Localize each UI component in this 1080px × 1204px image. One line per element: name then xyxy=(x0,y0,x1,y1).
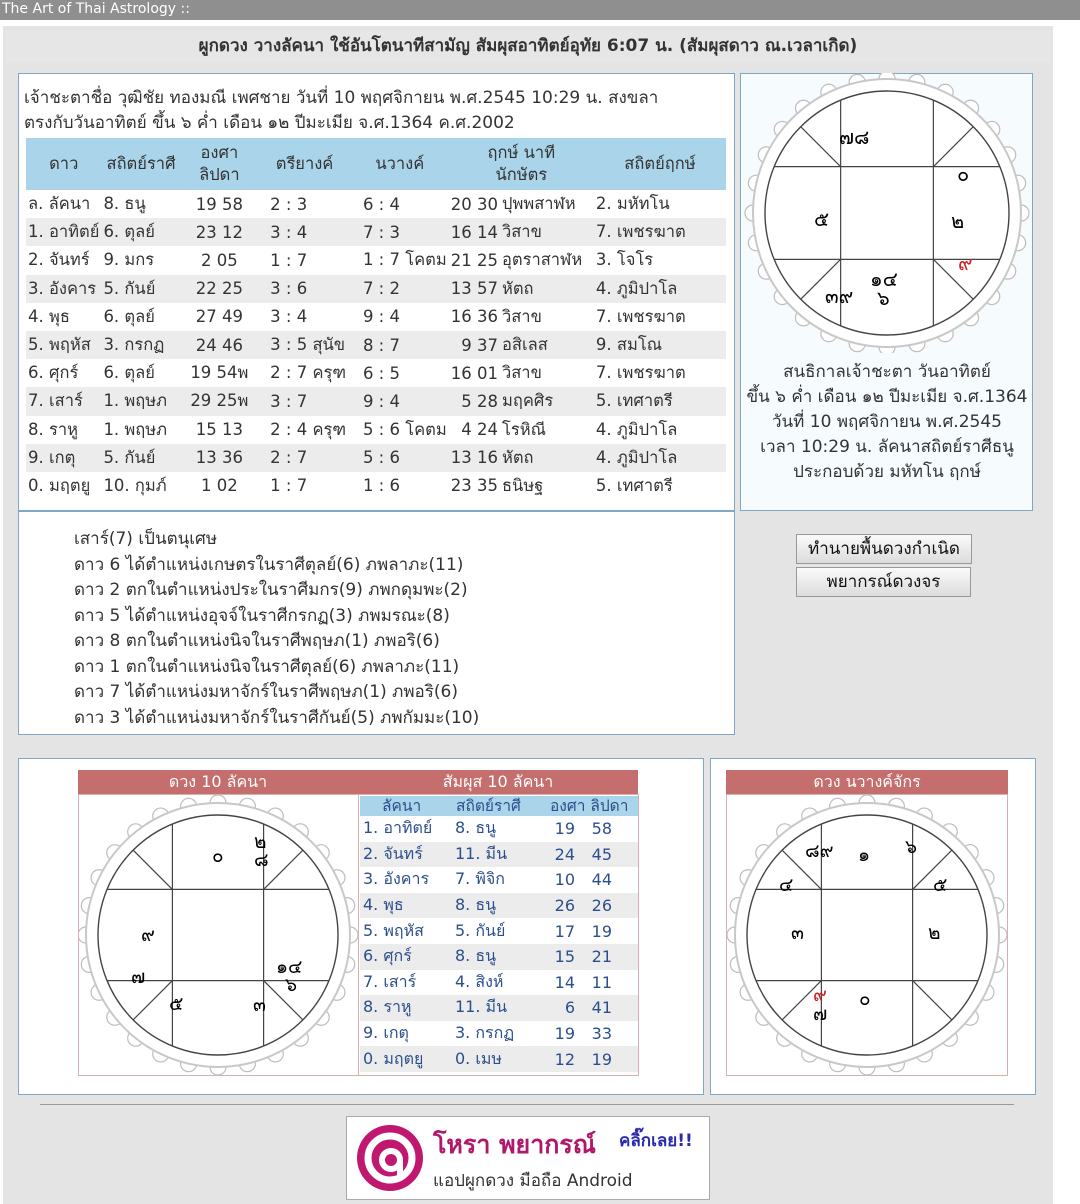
sampus-cell: 8. ธนู xyxy=(452,944,548,970)
chart-caption xyxy=(742,360,1032,485)
planet-cell: 6. ตุลย์ xyxy=(103,306,155,326)
chart-cell-left: ๕ xyxy=(814,207,830,231)
sampus10-header: สัมผุส 10 ลัคนา xyxy=(358,770,638,794)
sampus-row xyxy=(360,918,638,944)
planet-cell: 4. ภูมิปาโล xyxy=(594,275,726,303)
sampus-cell: 11. มีน xyxy=(452,995,548,1021)
divider xyxy=(40,1104,1014,1105)
planet-cell: 21 25 xyxy=(450,250,498,270)
planet-table-header xyxy=(26,138,726,190)
planet-cell: 13 16 xyxy=(449,444,500,472)
ad-subtitle: แอปผูกดวง มือถือ Android xyxy=(433,1171,633,1191)
chart-cell-right-upper: ๐ xyxy=(957,162,970,186)
info-line-2: ตรงกับวันอาทิตย์ ขึ้น ๖ ค่ำ เดือน ๑๒ ปีมะเมีย จ.ศ.1364 ค.ศ.2002 xyxy=(24,113,515,133)
sampus-row xyxy=(360,995,638,1021)
interpretation-item: ดาว 8 ตกในตำแหน่งนิจในราศีพฤษภ(1) ภพอริ(6) xyxy=(74,631,440,651)
planet-cell: 5. เทศาตรี xyxy=(595,475,673,495)
planet-cell: 0. มฤตยู xyxy=(28,475,91,495)
planet-cell: วิสาข xyxy=(501,306,542,326)
planet-cell: 6 : 4 xyxy=(362,194,400,214)
planet-cell: วิสาข xyxy=(500,218,594,246)
planet-cell: 5. เทศาตรี xyxy=(594,387,726,415)
interpretation-item: ดาว 5 ได้ตำแหน่งอุจจ์ในราศีกรกฏ(3) ภพมรณะ(8) xyxy=(74,605,450,626)
sampus-cell: 8. ราหู xyxy=(360,995,452,1021)
planet-cell: 4. พุธ xyxy=(28,306,70,326)
transit-prediction-button[interactable]: พยากรณ์ดวงจร xyxy=(796,567,971,597)
sampus-cell: 0. มฤตยู xyxy=(360,1046,452,1072)
nav-cell-top-right: ๖ xyxy=(905,836,918,858)
sampus-cell: 8. ธนู xyxy=(455,818,497,838)
navamsa-chart xyxy=(727,795,1007,1075)
interpretation-item: ดาว 7 ได้ตำแหน่งมหาจักร์ในราศีพฤษภ(1) ภพอริ(6) xyxy=(74,682,458,702)
planet-cell: 8. ธนู xyxy=(103,194,146,214)
sampus-header-sign: สถิตย์ราศี xyxy=(456,797,521,815)
sampus-cell: 26 xyxy=(548,893,578,919)
planet-cell: 3 : 4 xyxy=(258,218,351,246)
sampus-row xyxy=(360,970,638,996)
sampus-row xyxy=(360,816,638,842)
lagna-cell-lower-right-1: ๑๔ xyxy=(276,956,303,978)
nav-cell-right: ๒ xyxy=(928,922,941,944)
planet-cell: 19 54พ xyxy=(190,363,249,383)
lagna-cell-bottom-a: ๕ xyxy=(169,993,184,1015)
planet-row xyxy=(26,331,726,359)
chart-cell-bottom-left: ๓๙ xyxy=(825,284,854,308)
interpretation-item: ดาว 6 ได้ตำแหน่งเกษตรในราศีตุลย์(6) ภพลาภะ(11) xyxy=(74,554,464,575)
interpretation-item: เสาร์(7) เป็นตนุเศษ xyxy=(74,529,218,549)
planet-cell: 7 : 3 xyxy=(351,218,449,246)
planet-cell: 9 : 4 xyxy=(351,387,449,415)
nav-cell-left-upper: ๔ xyxy=(779,874,794,896)
planet-cell: 1 : 7 xyxy=(270,476,308,496)
interpretation-item: ดาว 1 ตกในตำแหน่งนิจในราศีตุลย์(6) ภพลาภะ(11) xyxy=(74,656,460,677)
planet-row xyxy=(26,303,726,331)
chart-cell-bottom-top: ๑๔ xyxy=(870,267,898,291)
sampus-cell: 6 xyxy=(548,995,578,1021)
planet-cell: มฤคศิร xyxy=(500,387,594,415)
sampus-cell: 17 xyxy=(554,921,575,941)
lagna-cell-top-b1: ๒ xyxy=(254,831,267,853)
planet-row xyxy=(26,190,726,218)
planet-cell: 6. ตุลย์ xyxy=(101,218,180,246)
sampus-cell: 9. เกตุ xyxy=(363,1023,409,1043)
header-planet: ดาว xyxy=(26,138,101,190)
planet-cell: โรหิณี xyxy=(501,419,546,439)
planet-cell: 16 01 xyxy=(450,363,498,383)
planet-cell: 3 : 7 xyxy=(258,387,351,415)
lagna-cell-top-b2: ๘ xyxy=(254,849,269,871)
sampus-row xyxy=(360,944,638,970)
app-logo-icon xyxy=(355,1123,425,1193)
planet-cell: 3. โจโร xyxy=(595,250,654,270)
lagna10-chart-header: ดวง 10 ลัคนา xyxy=(78,770,358,794)
planet-cell: 9. เกตุ xyxy=(26,444,101,472)
planet-cell: 9. มกร xyxy=(103,250,155,270)
sampus-cell: 11. มีน xyxy=(452,842,548,868)
planet-cell: 2 : 4 ครุฑ xyxy=(270,419,347,439)
planet-cell: 5 : 6 xyxy=(351,444,449,472)
caption-line-4: เวลา 10:29 น. ลัคนาสถิตย์ราศีธนู xyxy=(760,437,1014,457)
planet-cell: 3. อังคาร xyxy=(26,275,101,303)
planet-cell: 6. ศุกร์ xyxy=(28,363,79,383)
sampus-cell: 24 xyxy=(548,842,578,868)
planet-cell: 16 36 xyxy=(450,307,498,327)
planet-cell: 5 28 xyxy=(449,387,500,415)
planet-row xyxy=(26,444,726,472)
planet-cell: 3 : 5 สุนัข xyxy=(258,331,351,359)
sampus-cell: 33 xyxy=(591,1024,612,1044)
sampus-cell: 4. พุธ xyxy=(360,893,452,919)
sampus-cell: 19 xyxy=(554,1024,575,1044)
chart-cell-upper-left: ๗๘ xyxy=(839,125,870,149)
sampus-cell: 10 xyxy=(554,870,575,890)
chart-cell-bottom-bottom: ๖ xyxy=(877,286,890,310)
sampus-cell: 0. เมษ xyxy=(452,1046,548,1072)
planet-cell: 1 : 7 xyxy=(270,250,308,270)
sampus-cell: 19 xyxy=(578,1046,638,1072)
header-sign: สถิตย์ราศี xyxy=(101,138,180,190)
sampus-cell: 3. อังคาร xyxy=(363,869,430,889)
planet-cell: 8. ราหู xyxy=(28,419,78,439)
sampus-cell: 19 xyxy=(591,921,612,941)
interpretation-list xyxy=(74,527,479,731)
planet-cell: 5 : 6 โคตม xyxy=(362,419,447,439)
ad-cta[interactable]: คลิ๊กเลย!! xyxy=(619,1131,693,1151)
sampus-header-lagna: ลัคนา xyxy=(382,797,422,815)
planet-cell: ล. ลัคนา xyxy=(28,194,91,214)
header-naksat: นักษัตร xyxy=(495,165,548,184)
planet-cell: 19 58 xyxy=(195,194,243,214)
planet-cell: 2 : 7 ครุฑ xyxy=(270,363,347,383)
nav-cell-top-mid: ๑ xyxy=(858,844,871,866)
sampus-cell: 26 xyxy=(578,893,638,919)
sampus-cell: 11 xyxy=(591,972,612,992)
caption-line-1: สนธิกาลเจ้าชะตา วันอาทิตย์ xyxy=(783,362,991,382)
ad-brand: โหรา พยากรณ์ xyxy=(433,1130,597,1159)
planet-cell: อุตราสาฬห xyxy=(501,250,583,270)
planet-cell: 2 : 7 xyxy=(258,444,351,472)
sampus-row xyxy=(360,842,638,868)
header-lerk-sign: สถิตย์ฤกษ์ xyxy=(594,138,726,190)
planet-cell: 1 : 7 โคตม xyxy=(362,250,447,270)
planet-row xyxy=(26,416,726,444)
planet-cell: 4 24 xyxy=(461,420,498,440)
planet-cell: ปุพพสาฬห xyxy=(501,194,576,214)
lagna-cell-lower-left: ๗ xyxy=(131,966,146,988)
sampus-row xyxy=(360,1021,638,1047)
planet-cell: วิสาข xyxy=(501,363,542,383)
planet-cell: 15 13 xyxy=(195,420,243,440)
info-line-1: เจ้าชะตาชื่อ วุฒิชัย ทองมณี เพศชาย วันที่ 10 พฤศจิกายน พ.ศ.2545 10:29 น. สงขลา xyxy=(24,88,659,108)
planet-cell: 7. เพชรฆาต xyxy=(594,218,726,246)
chart-cell-right-lower: ๙ xyxy=(958,251,973,275)
sampus-cell: 41 xyxy=(578,995,638,1021)
sampus-cell: 58 xyxy=(591,819,612,839)
planet-cell: 3. กรกฏ xyxy=(101,331,180,359)
lagna-cell-lower-right-2: ๖ xyxy=(285,974,298,996)
page-title: ผูกดวง วางลัคนา ใช้อันโตนาทีสามัญ สัมผุสอาทิตย์อุทัย 6:07 น. (สัมผุสดาว ณ.เวลาเกิด) xyxy=(6,30,1050,62)
sampus-cell: 5. พฤหัส xyxy=(363,920,424,940)
planet-cell: 2 : 3 xyxy=(270,194,308,214)
lagna-cell-bottom-b: ๓ xyxy=(253,994,266,1016)
planet-cell: 22 25 xyxy=(181,275,259,303)
planet-cell: 7. เสาร์ xyxy=(26,387,101,415)
sampus10-table xyxy=(360,816,638,1072)
planet-row xyxy=(26,275,726,303)
birth-chart-prediction-button[interactable]: ทำนายพื้นดวงกำเนิด xyxy=(796,534,972,564)
app-title: The Art of Thai Astrology :: xyxy=(2,1,190,17)
app-ad-banner[interactable] xyxy=(346,1116,710,1200)
planet-cell: หัตถ xyxy=(500,275,594,303)
planet-cell: 9 : 4 xyxy=(362,307,400,327)
planet-cell: 1. พฤษภ xyxy=(103,419,168,439)
planet-cell: 4. ภูมิปาโล xyxy=(595,419,678,439)
lagna-cell-top-a: ๐ xyxy=(212,845,224,867)
planet-cell: 23 12 xyxy=(181,218,259,246)
lagna10-chart xyxy=(79,795,358,1075)
planet-cell: 10. กุมภ์ xyxy=(103,475,167,495)
sampus-cell: 1. อาทิตย์ xyxy=(363,818,433,838)
planet-cell: 1. อาทิตย์ xyxy=(26,218,101,246)
planet-cell: 1 : 6 xyxy=(362,476,400,496)
interpretation-item: ดาว 3 ได้ตำแหน่งมหาจักร์ในราศีกันย์(5) ภพกัมมะ(10) xyxy=(74,707,480,728)
caption-line-3: วันที่ 10 พฤศจิกายน พ.ศ.2545 xyxy=(772,412,1002,432)
planet-cell: 13 36 xyxy=(181,444,259,472)
header-lunar-mansion xyxy=(449,138,594,190)
planet-cell: หัตถ xyxy=(500,444,594,472)
sampus-cell: 6. ศุกร์ xyxy=(360,944,452,970)
planet-cell: 1 02 xyxy=(201,476,238,496)
sampus-row xyxy=(360,893,638,919)
planet-cell: 6 : 5 xyxy=(362,363,400,383)
planet-cell: 16 14 xyxy=(449,218,500,246)
planet-cell: 7. เพชรฆาต xyxy=(595,363,686,383)
planet-cell: 8 : 7 xyxy=(351,331,449,359)
nav-cell-bottom-left-red: ๙ xyxy=(813,984,827,1006)
planet-cell: 5. กันย์ xyxy=(101,444,180,472)
planet-cell: 24 46 xyxy=(181,331,259,359)
interpretation-item: ดาว 2 ตกในตำแหน่งประในราศีมกร(9) ภพกดุมพะ(2) xyxy=(74,580,468,600)
sampus-row xyxy=(360,867,638,893)
nav-cell-bottom-left: ๗ xyxy=(813,1003,828,1025)
sampus-cell: 2. จันทร์ xyxy=(360,842,452,868)
planet-cell: 2. มหัทโน xyxy=(595,194,670,214)
header-lerk-minute: ฤกษ์ นาที xyxy=(487,143,556,162)
planet-cell: ธนิษฐ xyxy=(501,475,544,495)
chart-cell-right: ๒ xyxy=(951,209,965,233)
planet-cell: 29 25พ xyxy=(181,387,259,415)
sampus-cell: 14 xyxy=(554,972,575,992)
planet-cell: 3 : 4 xyxy=(270,307,308,327)
planet-cell: 4. ภูมิปาโล xyxy=(594,444,726,472)
planet-cell: 3 : 6 xyxy=(258,275,351,303)
planet-row xyxy=(26,387,726,415)
sampus-header-degree: องศา ลิปดา xyxy=(550,797,629,815)
sampus-cell: 19 xyxy=(554,819,575,839)
planet-cell: 2. จันทร์ xyxy=(28,250,90,270)
planet-cell: 5. กันย์ xyxy=(101,275,180,303)
planet-cell: 23 35 xyxy=(450,476,498,496)
sampus-cell: 44 xyxy=(591,870,612,890)
sampus-cell: 12 xyxy=(548,1046,578,1072)
nav-cell-top-left: ๘๙ xyxy=(805,840,834,862)
planet-cell: 27 49 xyxy=(195,307,243,327)
sampus-cell: 3. กรกฏ xyxy=(455,1023,515,1043)
planet-row xyxy=(26,218,726,246)
planet-cell: 20 30 xyxy=(450,194,498,214)
caption-line-5: ประกอบด้วย มหัทโน ฤกษ์ xyxy=(793,462,981,482)
sampus-cell: 5. กันย์ xyxy=(455,920,506,940)
planet-cell: 2 05 xyxy=(201,250,238,270)
planet-cell: 13 57 xyxy=(449,275,500,303)
navamsa-header: ดวง นวางค์จักร xyxy=(726,770,1008,794)
sampus-cell: 45 xyxy=(578,842,638,868)
planet-cell: 7. เพชรฆาต xyxy=(595,306,686,326)
birth-chart xyxy=(740,73,1033,353)
planet-cell: 6. ตุลย์ xyxy=(103,363,155,383)
sampus-cell: 21 xyxy=(578,944,638,970)
caption-line-2: ขึ้น ๖ ค่ำ เดือน ๑๒ ปีมะเมีย จ.ศ.1364 xyxy=(746,387,1028,407)
planet-table xyxy=(26,138,726,500)
lagna-cell-left: ๙ xyxy=(141,924,155,946)
sampus-cell: 7. พิจิก xyxy=(455,869,505,889)
sampus-cell: 15 xyxy=(548,944,578,970)
planet-row xyxy=(26,359,726,387)
planet-cell: อสิเลส xyxy=(500,331,594,359)
planet-row xyxy=(26,472,726,500)
planet-cell: 7 : 2 xyxy=(351,275,449,303)
header-navang: นวางค์ xyxy=(351,138,449,190)
nav-cell-bottom-mid: ๐ xyxy=(859,988,871,1010)
sampus-cell: 8. ธนู xyxy=(452,893,548,919)
header-triyang: ตรียางค์ xyxy=(258,138,351,190)
window-title-bar xyxy=(0,0,1080,20)
planet-cell: 9 37 xyxy=(449,331,500,359)
sampus-row xyxy=(360,1046,638,1072)
planet-row xyxy=(26,246,726,274)
nav-cell-right-upper: ๕ xyxy=(933,874,948,896)
header-degree: องศา ลิปดา xyxy=(181,138,259,190)
sampus10-column-headers xyxy=(360,796,638,816)
sampus-cell: 4. สิงห์ xyxy=(455,971,504,991)
planet-cell: 9. สมโณ xyxy=(594,331,726,359)
sampus-cell: 7. เสาร์ xyxy=(363,971,417,991)
planet-cell: 5. พฤหัส xyxy=(26,331,101,359)
nav-cell-left: ๓ xyxy=(791,922,804,944)
planet-cell: 1. พฤษภ xyxy=(101,387,180,415)
